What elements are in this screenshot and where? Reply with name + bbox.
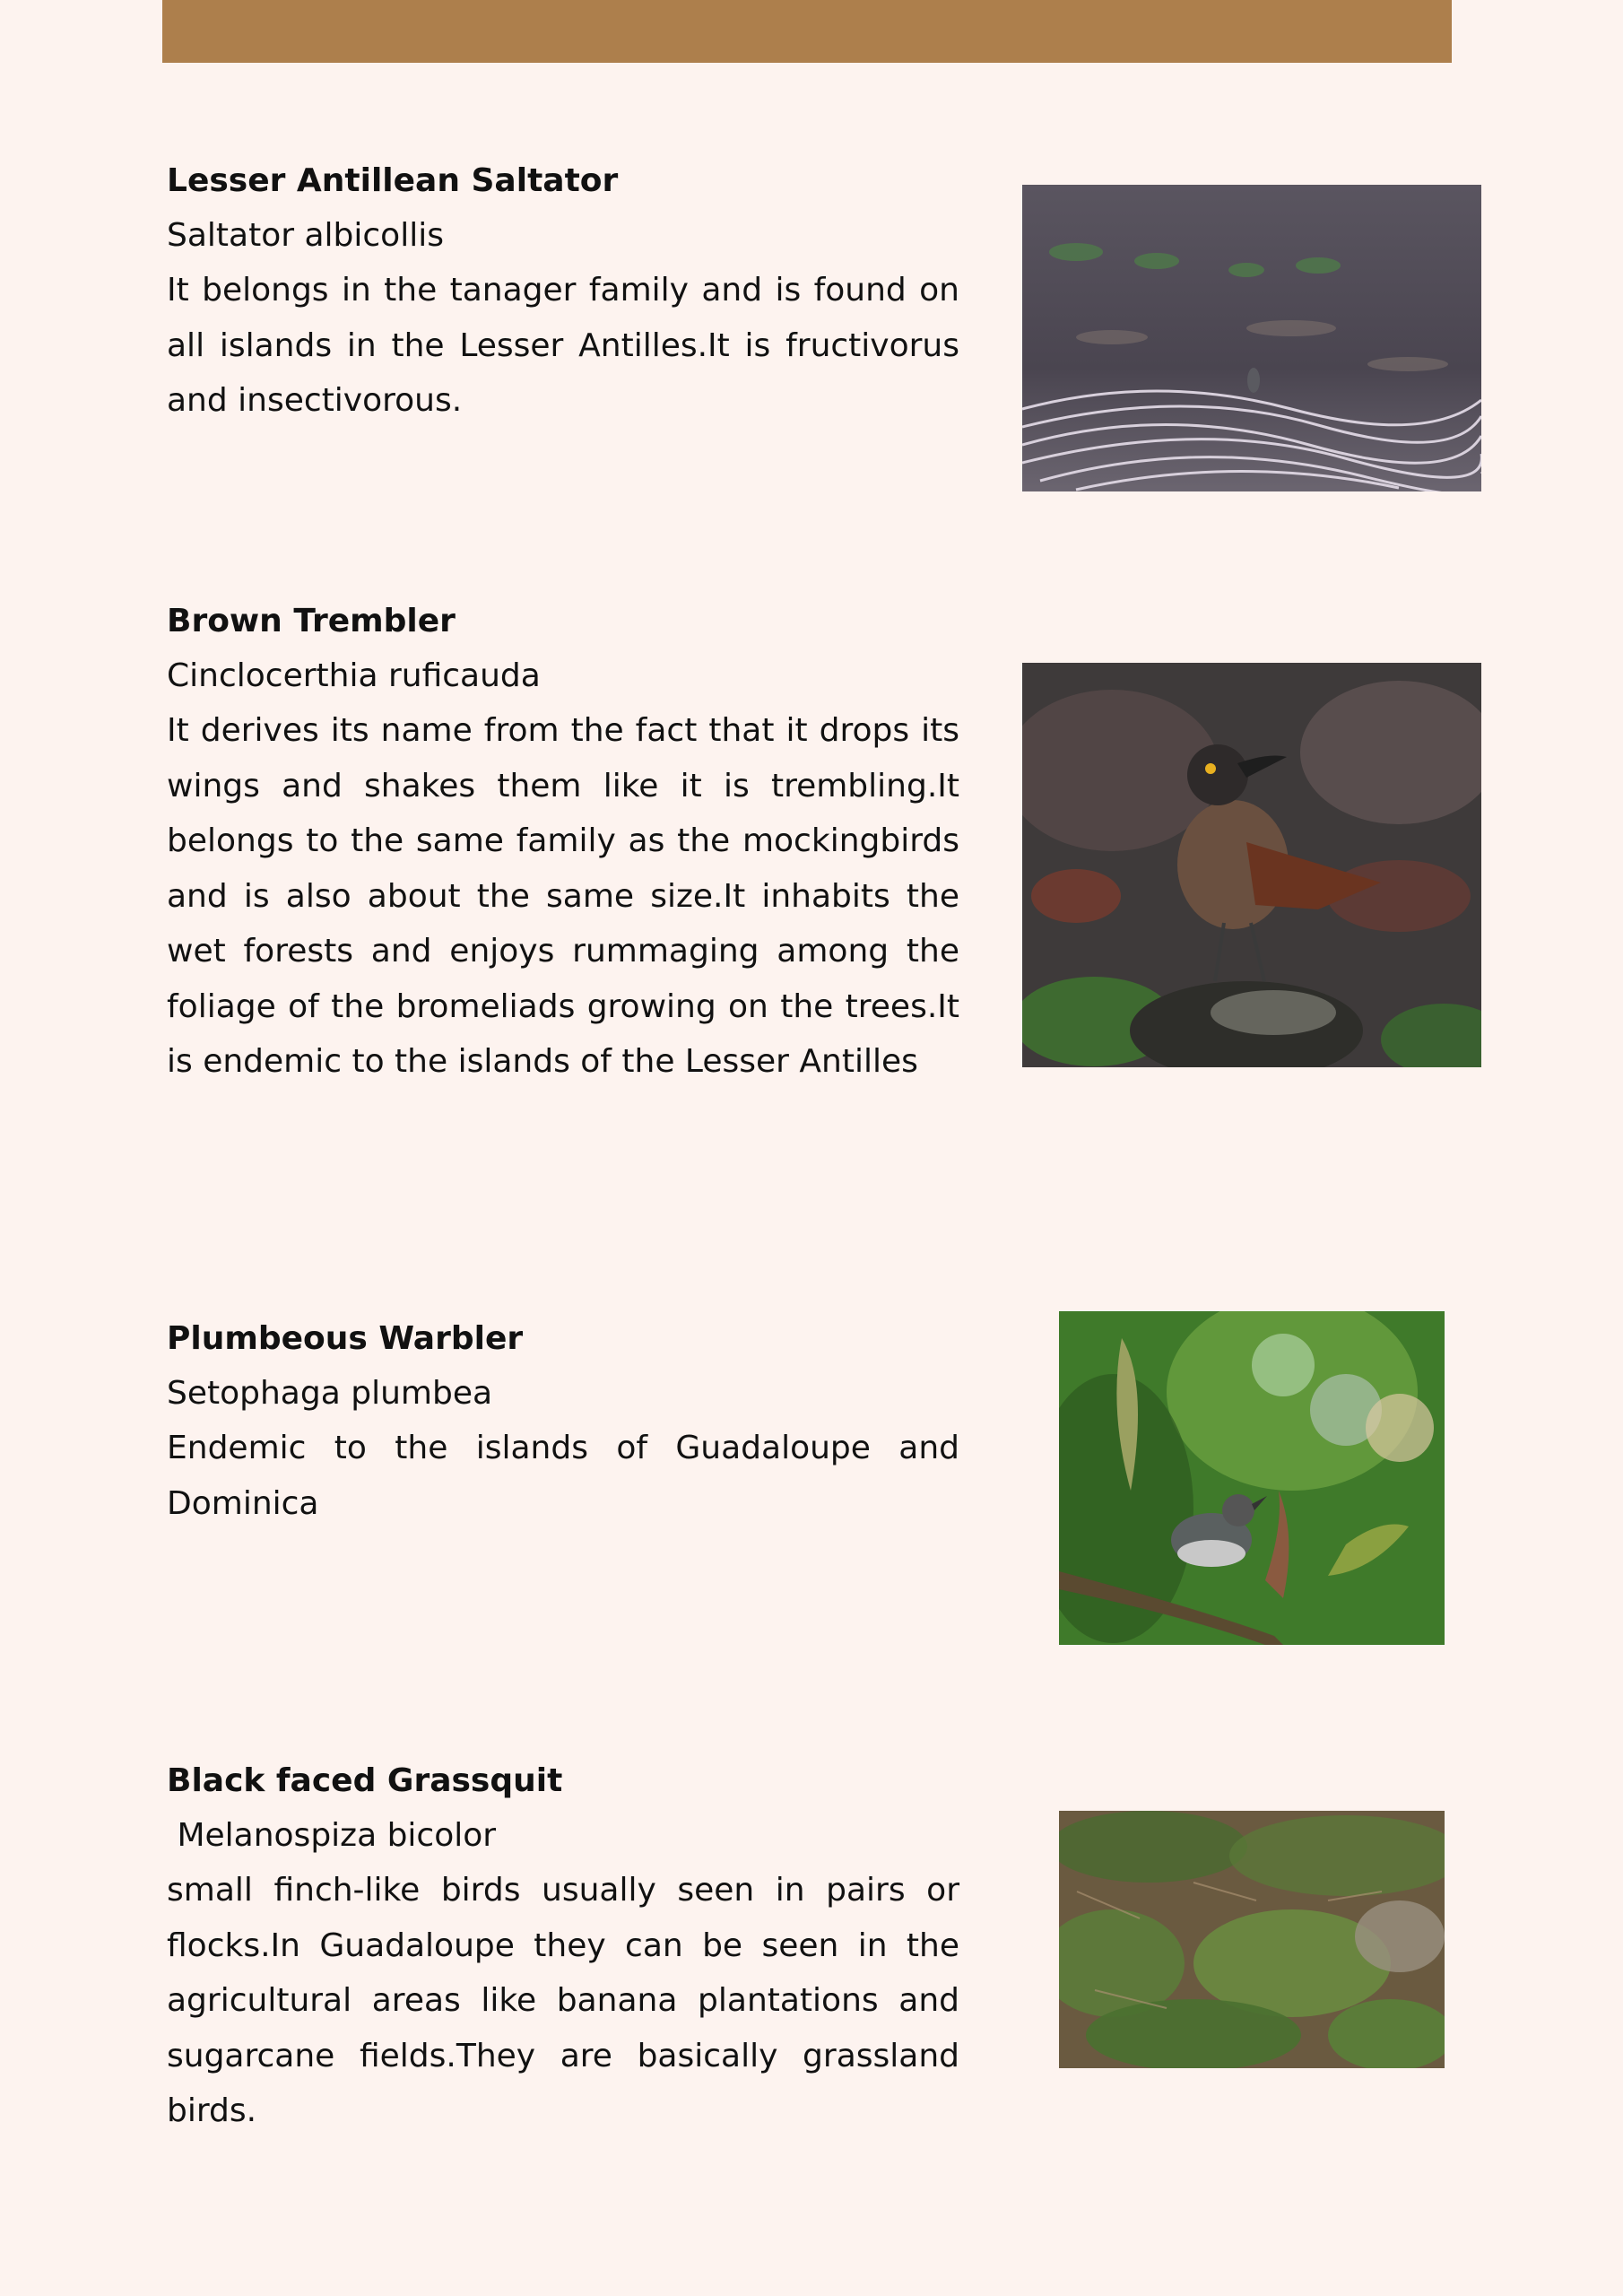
header-band [162, 0, 1452, 63]
bird-description: It derives its name from the fact that it drops its wings and shakes them like it is trembling.It belongs to the same family as the mockingbirds and is also about the same size.It inhabits the wet forests and enjoys rummaging among the foliage of the bromeliads growing on the trees.It is endemic to the islands of the Lesser Antilles [167, 712, 959, 1080]
bird-description: Endemic to the islands of Guadaloupe and Dominica [167, 1430, 959, 1522]
saltator-photo [1022, 185, 1481, 491]
bird-description: small finch-like birds usually seen in pairs or flocks.In Guadaloupe they can be seen in the agricultural areas like banana plantations and sugarcane fields.They are basically grassland birds. [167, 1872, 959, 2129]
bird-scientific-name: Melanospiza bicolor [167, 1817, 497, 1854]
bird-entry-trembler [167, 594, 959, 1090]
bird-scientific-name: Saltator albicollis [167, 217, 444, 254]
bird-scientific-name: Cinclocerthia ruficauda [167, 657, 541, 694]
warbler-photo [1059, 1311, 1445, 1645]
bird-description: It belongs in the tanager family and is found on all islands in the Lesser Antilles.It is fructivorus and insectivorous. [167, 272, 959, 419]
bird-name: Black faced Grassquit [167, 1762, 563, 1799]
bird-entry-warbler [167, 1311, 959, 1531]
bird-name: Brown Trembler [167, 603, 456, 639]
trembler-photo [1022, 663, 1481, 1067]
bird-name: Lesser Antillean Saltator [167, 162, 619, 199]
bird-scientific-name: Setophaga plumbea [167, 1375, 493, 1412]
bird-name: Plumbeous Warbler [167, 1320, 524, 1357]
bird-entry-saltator [167, 153, 959, 429]
grassquit-photo [1059, 1811, 1445, 2068]
bird-entry-grassquit [167, 1753, 959, 2139]
